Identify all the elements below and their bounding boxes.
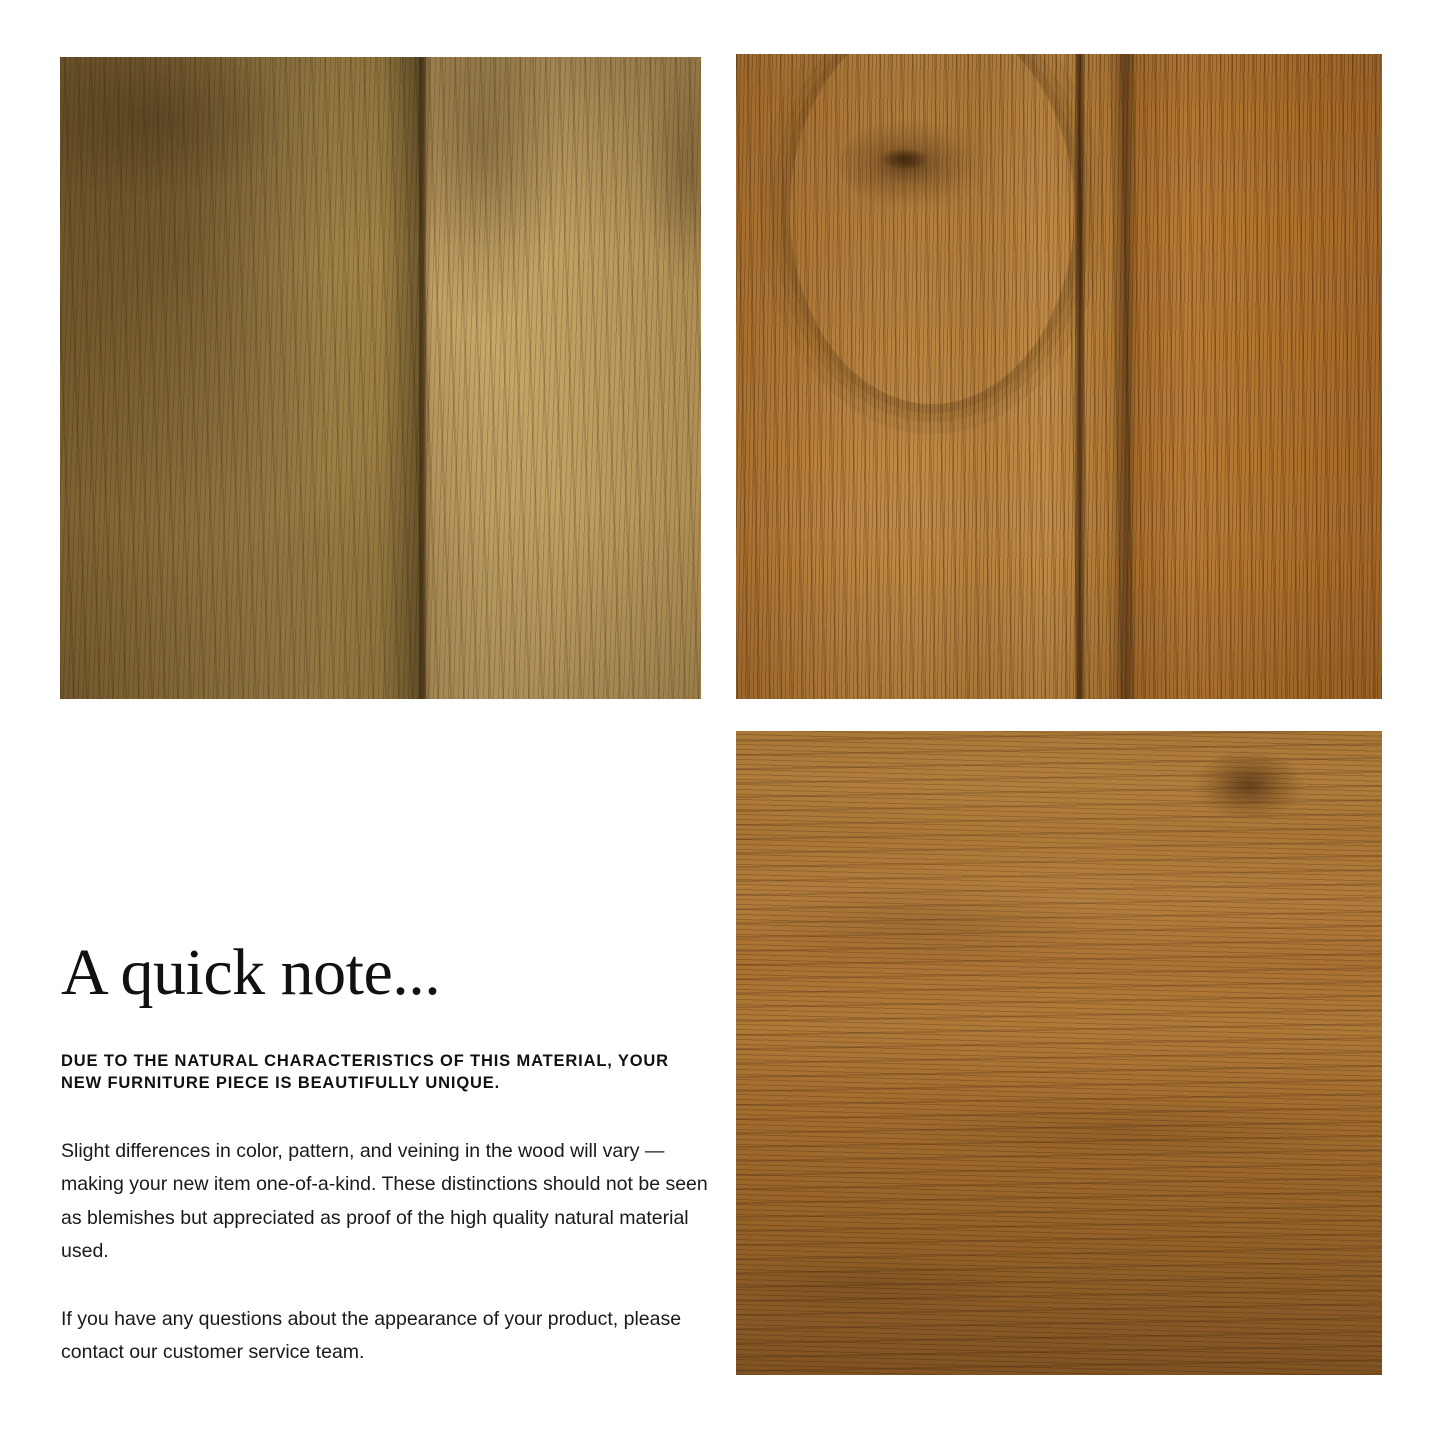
quick-note-block [61, 936, 711, 1370]
wood-shading-layer [736, 54, 1382, 699]
page-title: A quick note... [61, 936, 441, 1009]
plank-seam [1075, 54, 1085, 699]
note-paragraph-2: If you have any questions about the appearance of your product, please contact our customer service team. [61, 1307, 682, 1364]
wood-swatch-top-left [60, 57, 701, 699]
plank-seam [419, 57, 426, 699]
note-paragraph-1: Slight differences in color, pattern, and veining in the wood will vary — making your new item one-of-a-kind. These distinctions should not be seen as blemishes but appreciated as proof of the high quality natural material used. [61, 1139, 708, 1263]
note-subheading: DUE TO THE NATURAL CHARACTERISTICS OF THIS MATERIAL, YOUR NEW FURNITURE PIECE IS BEAUTIFULLY UNIQUE. [61, 1052, 669, 1093]
wood-shading-layer [736, 731, 1382, 1375]
wood-swatch-bottom-right [736, 731, 1382, 1375]
wood-shading-layer [60, 57, 701, 699]
wood-swatch-top-right [736, 54, 1382, 699]
